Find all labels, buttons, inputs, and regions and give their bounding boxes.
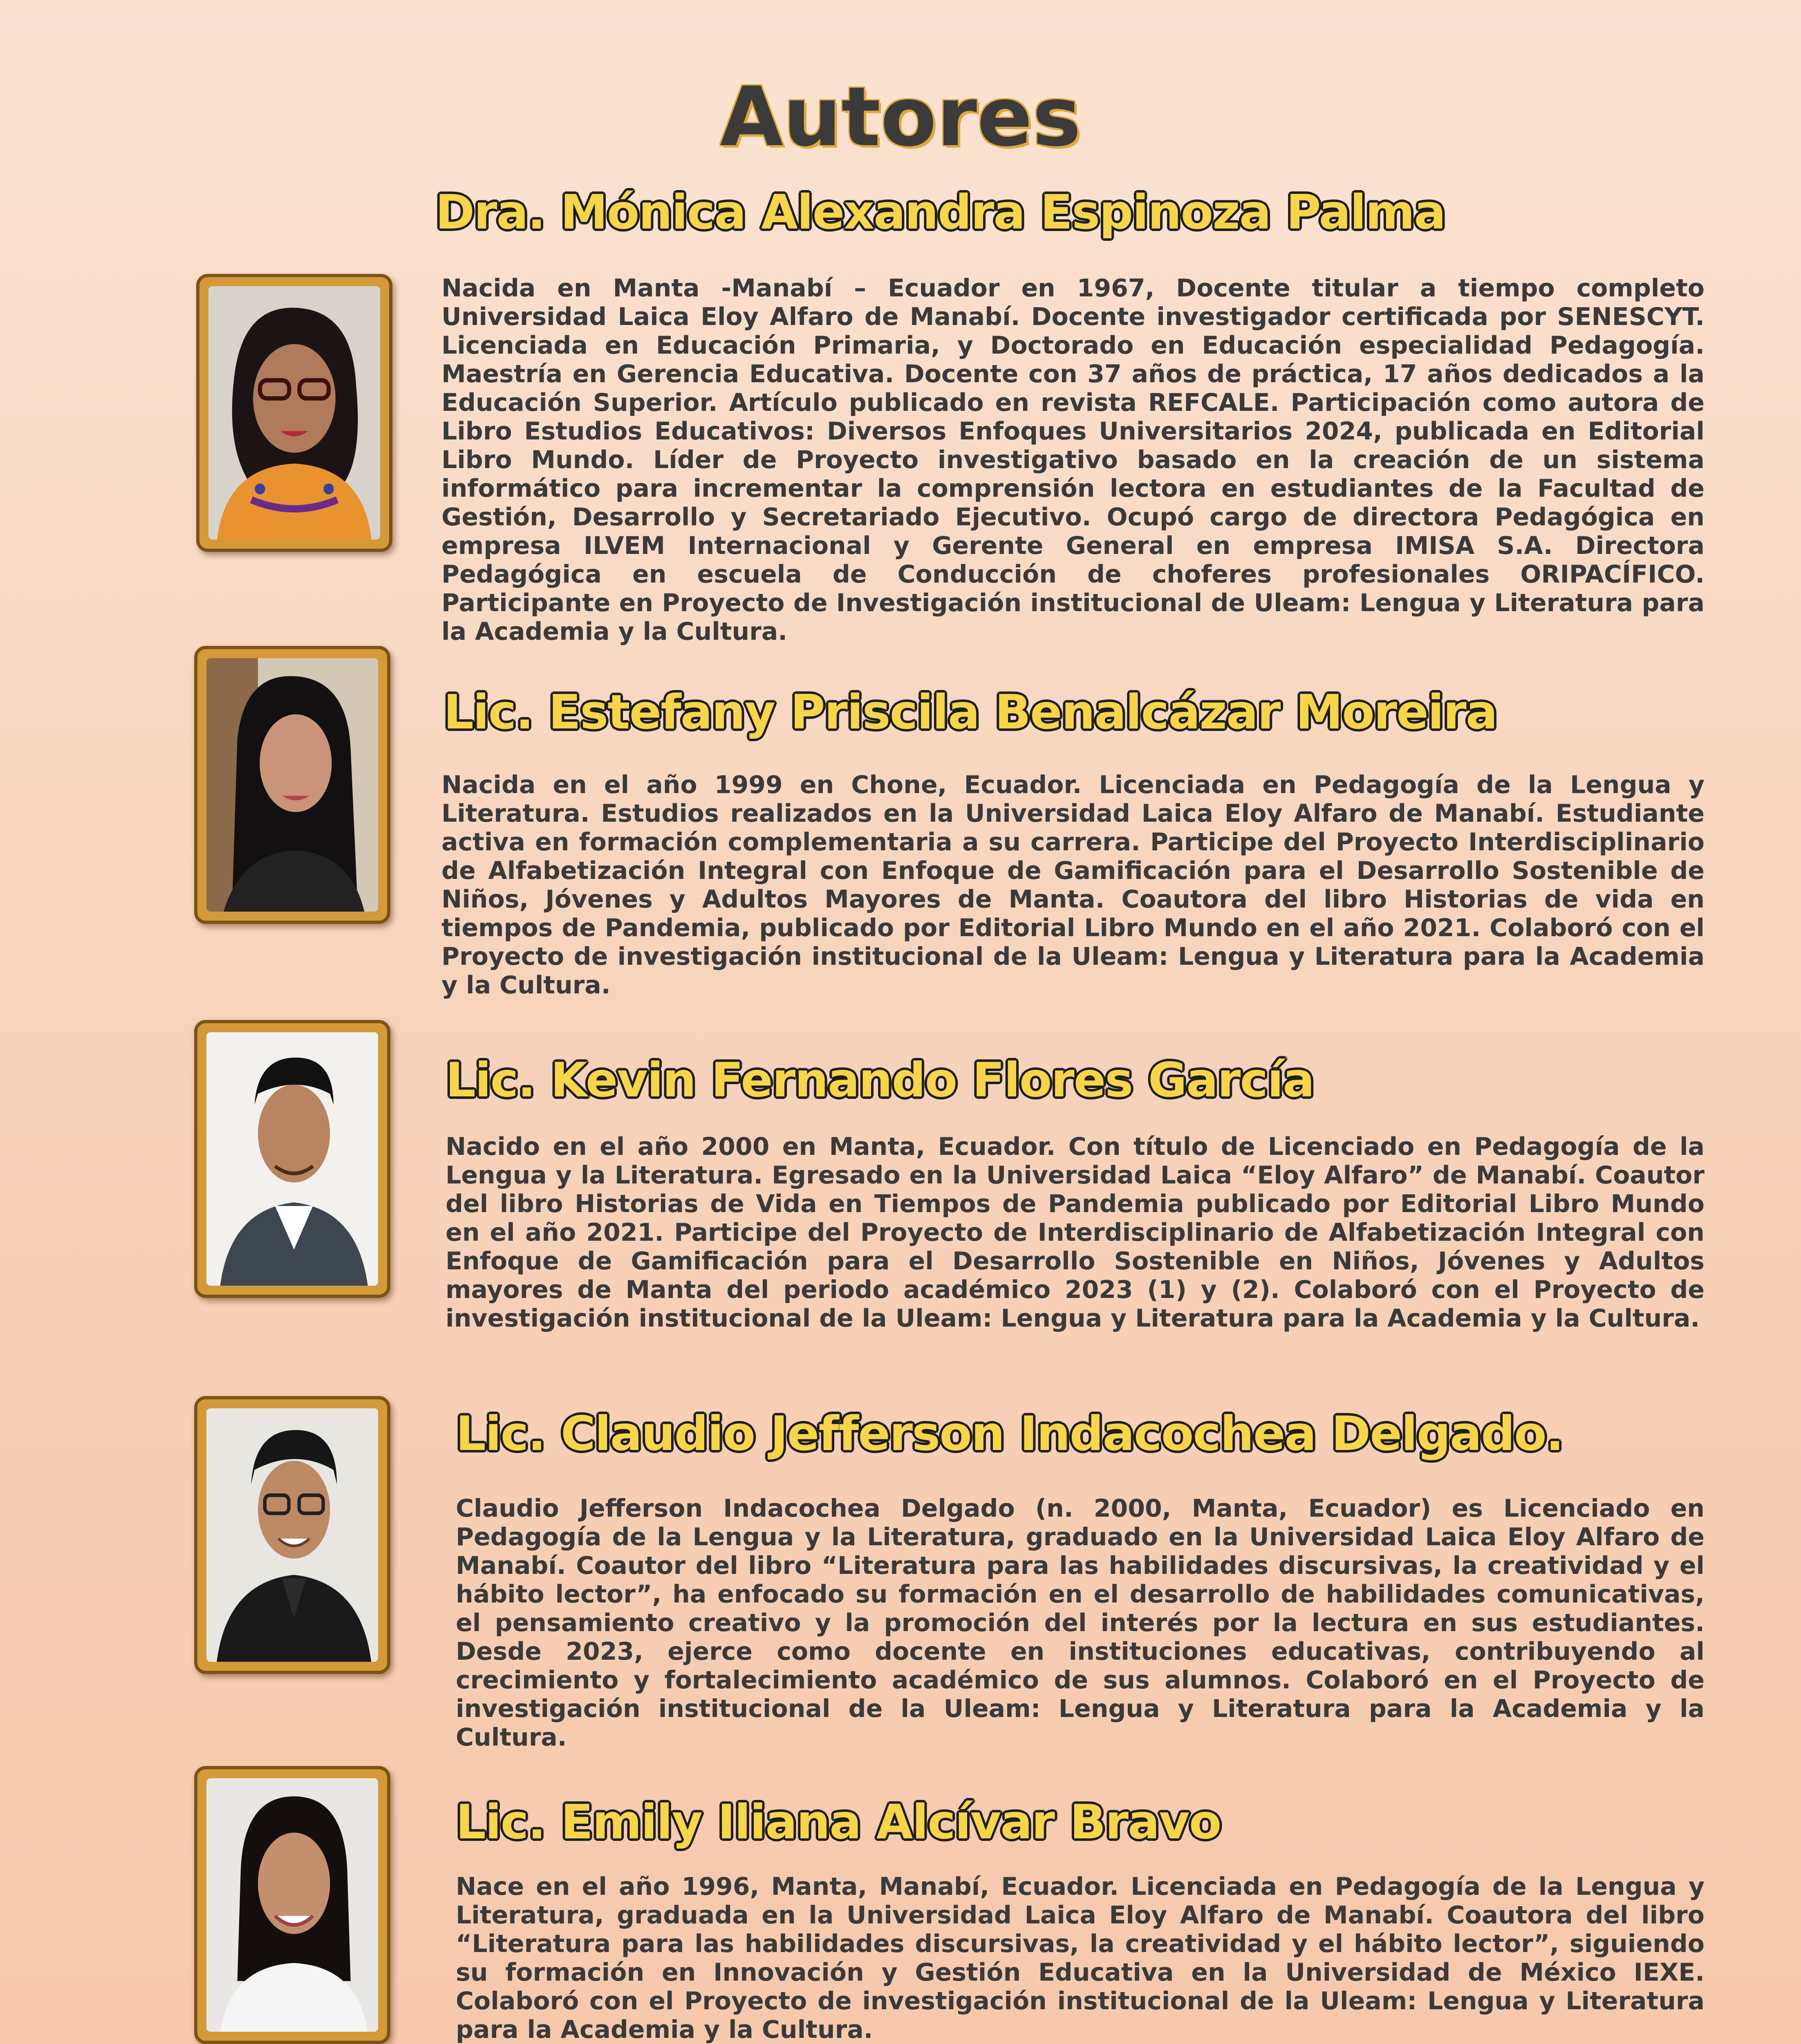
author-photo: [206, 1778, 378, 2032]
author-bio: Nacida en Manta -Manabí – Ecuador en 1967, Docente titular a tiempo completo Universidad Laica Eloy Alfaro de Manabí. Docente investigador certificada por SENESCYT. Licenciada en Educación Primaria, y Doctorado en Educación especialidad Pedagogía. Maestría en Gerencia Educativa. Docente con 37 años de práctica, 17 años dedicados a la Educación Superior. Artículo publicado en revista REFCALE. Participación como autora de Libro Estudios Educativos: Diversos Enfoques Universitarios 2024, publicada en Editorial Libro Mundo. Líder de Proyecto investigativo basado en la creación de un sistema informático para incrementar la comprensión lectora en estudiantes de la Facultad de Gestión, Desarrollo y Secretariado Ejecutivo. Ocupó cargo de directora Pedagógica en empresa ILVEM Internacional y Gerente General en empresa IMISA S.A. Directora Pedagógica en escuela de Conducción de choferes profesionales ORIPACÍFICO. Participante en Proyecto de Investigación institucional de Uleam: Lengua y Literatura para la Academia y la Cultura.: [441, 274, 1705, 646]
author-photo: [206, 1032, 378, 1286]
author-name: Lic. Emily Iliana Alcívar Bravo: [456, 1795, 1221, 1850]
author-bio: Nacida en el año 1999 en Chone, Ecuador. Licenciada en Pedagogía de la Lengua y Literatura. Estudios realizados en la Universidad Laica Eloy Alfaro de Manabí. Estudiante activa en formación complementaria a su carrera. Participe del Proyecto Interdisciplinario de Alfabetización Integral con Enfoque de Gamificación para el Desarrollo Sostenible de Niños, Jóvenes y Adultos Mayores de Manta. Coautora del libro Historias de vida en tiempos de Pandemia, publicado por Editorial Libro Mundo en el año 2021. Colaboró con el Proyecto de investigación institucional de la Uleam: Lengua y Literatura para la Academia y la Cultura.: [441, 771, 1705, 1000]
author-name: Lic. Kevin Fernando Flores García: [446, 1053, 1314, 1108]
author-photo-frame: [194, 1766, 390, 2044]
author-photo-frame: [194, 646, 390, 924]
author-photo: [208, 286, 380, 540]
author-name: Dra. Mónica Alexandra Espinoza Palma: [435, 185, 1445, 240]
author-photo: [206, 658, 378, 912]
author-bio: Nacido en el año 2000 en Manta, Ecuador. Con título de Licenciado en Pedagogía de la Lengua y la Literatura. Egresado en la Universidad Laica “Eloy Alfaro” de Manabí. Coautor del libro Historias de Vida en Tiempos de Pandemia publicado por Editorial Libro Mundo en el año 2021. Participe del Proyecto de Interdisciplinario de Alfabetización Integral con Enfoque de Gamificación para el Desarrollo Sostenible en Niños, Jóvenes y Adultos mayores de Manta del periodo académico 2023 (1) y (2). Colaboró con el Proyecto de investigación institucional de la Uleam: Lengua y Literatura para la Academia y la Cultura.: [446, 1132, 1705, 1333]
page-title: Autores: [720, 69, 1081, 165]
author-photo-frame: [196, 274, 392, 552]
author-photo: [206, 1408, 378, 1662]
author-bio: Nace en el año 1996, Manta, Manabí, Ecuador. Licenciada en Pedagogía de la Lengua y Literatura, graduada en la Universidad Laica Eloy Alfaro de Manabí. Coautora del libro “Literatura para las habilidades discursivas, la creatividad y el hábito lector”, siguiendo su formación en Innovación y Gestión Educativa en la Universidad de México IEXE. Colaboró con el Proyecto de investigación institucional de la Uleam: Lengua y Literatura para la Academia y la Cultura.: [456, 1872, 1705, 2044]
author-name: Lic. Claudio Jefferson Indacochea Delgado.: [456, 1406, 1563, 1461]
author-photo-frame: [194, 1396, 390, 1674]
author-bio: Claudio Jefferson Indacochea Delgado (n. 2000, Manta, Ecuador) es Licenciado en Pedagogía de la Lengua y la Literatura, graduado en la Universidad Laica Eloy Alfaro de Manabí. Coautor del libro “Literatura para las habilidades discursivas, la creatividad y el hábito lector”, ha enfocado su formación en el desarrollo de habilidades comunicativas, el pensamiento creativo y la promoción del interés por la lectura en sus estudiantes. Desde 2023, ejerce como docente en instituciones educativas, contribuyendo al crecimiento y fortalecimiento académico de sus alumnos. Colaboró en el Proyecto de investigación institucional de la Uleam: Lengua y Literatura para la Academia y la Cultura.: [456, 1494, 1705, 1752]
author-name: Lic. Estefany Priscila Benalcázar Moreira: [444, 685, 1497, 740]
author-photo-frame: [194, 1020, 390, 1298]
